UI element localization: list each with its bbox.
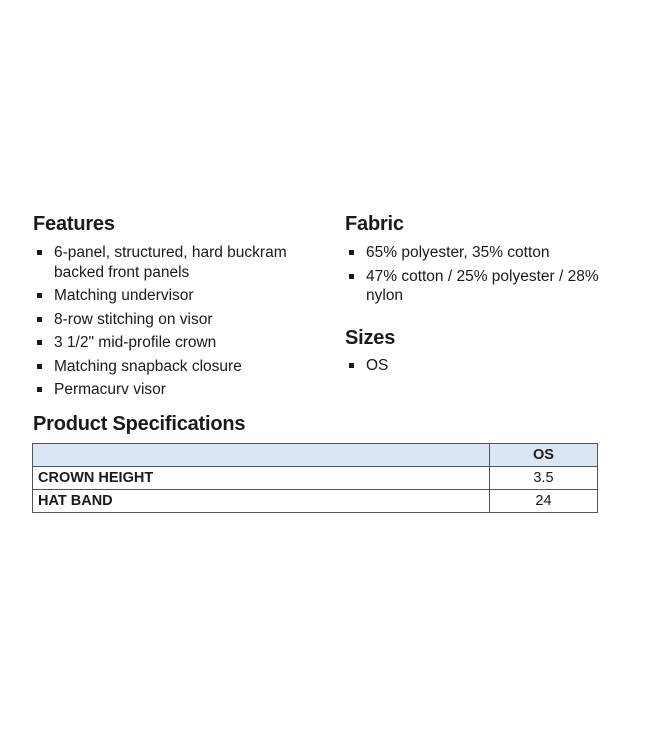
sizes-heading: Sizes [345,327,396,349]
features-item: Matching undervisor [33,286,318,306]
table-header-blank [33,444,490,467]
product-specifications-heading: Product Specifications [33,413,246,435]
table-header-size: OS [490,444,598,467]
sizes-item: OS [345,356,545,376]
table-header-row [33,444,598,467]
fabric-heading: Fabric [345,213,404,235]
features-item: 8-row stitching on visor [33,310,318,330]
fabric-list [345,243,620,310]
table-row-label: HAT BAND [33,490,490,513]
features-item: Permacurv visor [33,380,318,400]
features-item: 3 1/2" mid-profile crown [33,333,318,353]
table-row-label: CROWN HEIGHT [33,467,490,490]
features-list [33,243,318,404]
table-row [33,467,598,490]
features-item: Matching snapback closure [33,357,318,377]
product-specifications-table [32,443,598,513]
table-row [33,490,598,513]
sizes-list [345,356,545,380]
fabric-item: 65% polyester, 35% cotton [345,243,620,263]
features-item: 6-panel, structured, hard buckram backed front panels [33,243,318,282]
table-row-value: 3.5 [490,467,598,490]
features-heading: Features [33,213,115,235]
table-row-value: 24 [490,490,598,513]
fabric-item: 47% cotton / 25% polyester / 28% nylon [345,267,620,306]
